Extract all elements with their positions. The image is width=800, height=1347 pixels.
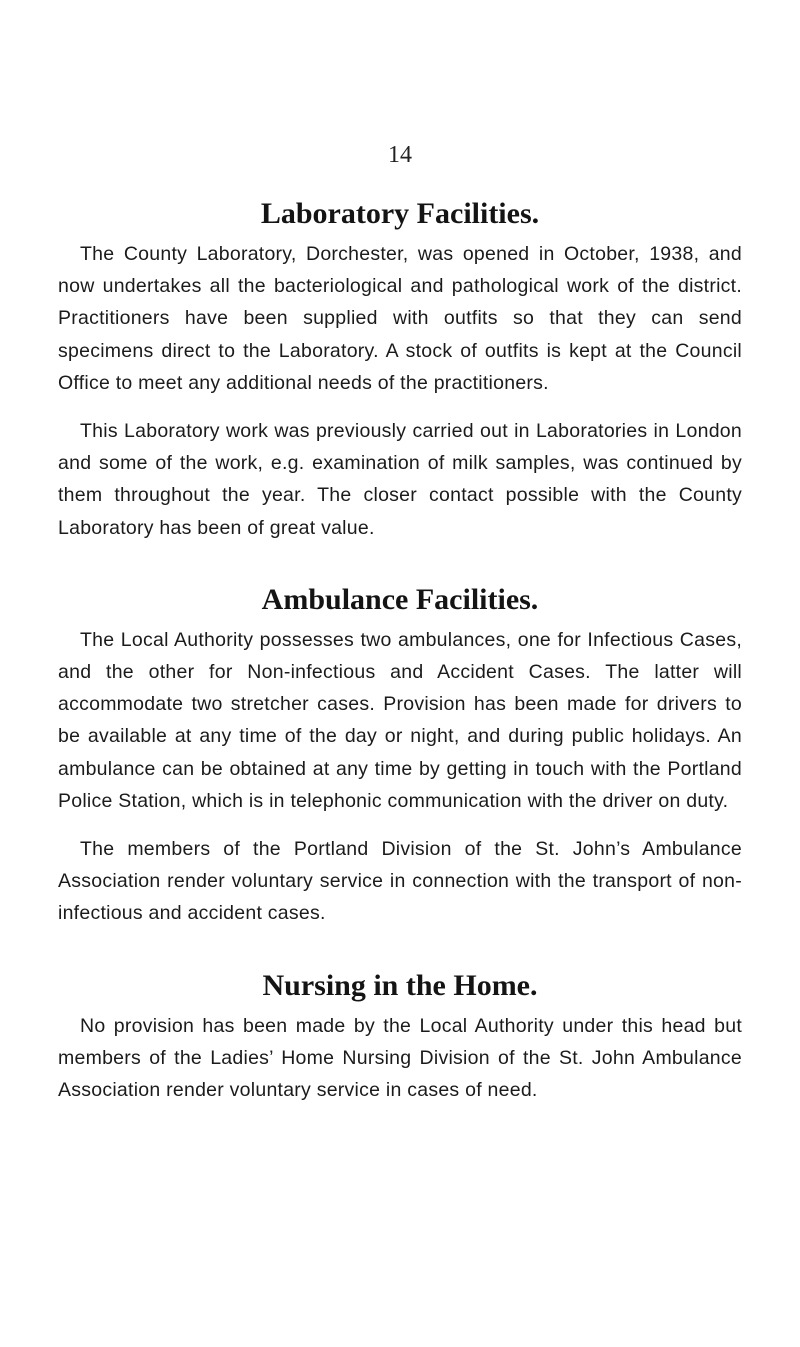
document-body bbox=[58, 194, 742, 1106]
paragraph-ambulance-1: The Local Authority possesses two ambulances, one for Infectious Cases, and the other for Non-infectious and Accident Cases. The latter will accommodate two stretcher cases. Provision has been made for drivers to be available at any time of the day or night, and during public holidays. An ambulance can be obtained at any time by getting in touch with the Portland Police Station, which is in telephonic communication with the driver on duty. bbox=[58, 628, 742, 812]
paragraph-ambulance-2: The members of the Portland Division of the St. John’s Ambulance Association render voluntary service in connection with the transport of non-infectious and accident cases. bbox=[58, 838, 742, 925]
section-heading-laboratory: Laboratory Facilities. bbox=[260, 197, 540, 230]
paragraph-laboratory-1: The County Laboratory, Dorchester, was opened in October, 1938, and now undertakes all the bacteriological and pathological work of the district. Practitioners have been supplied with outfits so that they can send specimens direct to the Laboratory. A stock of outfits is kept at the Council Office to meet any additional needs of the practitioners. bbox=[58, 243, 742, 394]
page-number: 14 bbox=[388, 142, 412, 168]
section-heading-nursing: Nursing in the Home. bbox=[262, 968, 538, 1002]
section-heading-ambulance: Ambulance Facilities. bbox=[261, 582, 539, 616]
paragraph-laboratory-2: This Laboratory work was previously carried out in Laboratories in London and some of the work, e.g. examination of milk samples, was continued by them throughout the year. The closer contact possible with the County Laboratory has been of great value. bbox=[58, 420, 742, 539]
paragraph-nursing-1: No provision has been made by the Local Authority under this head but members of the Ladies’ Home Nursing Division of the St. John Ambulance Association render voluntary service in cases of need. bbox=[58, 1014, 742, 1102]
